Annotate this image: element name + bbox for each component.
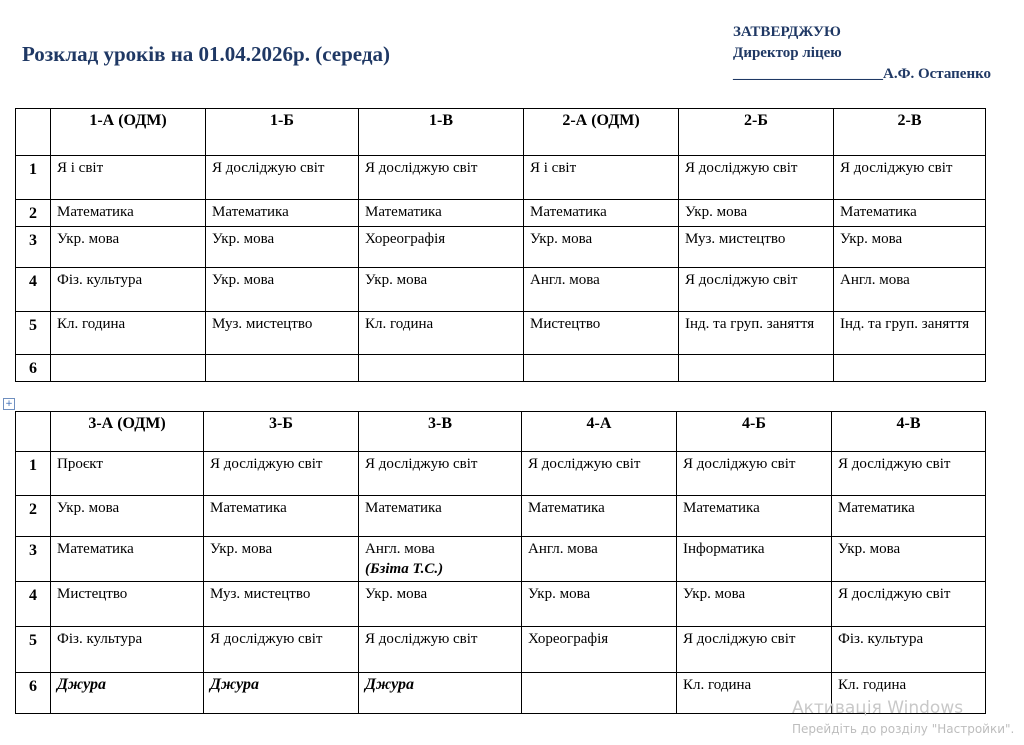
- lesson-number: 3: [16, 537, 51, 582]
- subject-text: Кл. година: [838, 677, 907, 693]
- subject-text: Я досліджую світ: [683, 456, 796, 472]
- subject-text: Укр. мова: [685, 204, 748, 220]
- lesson-cell: [51, 537, 204, 582]
- lesson-cell: [206, 156, 359, 200]
- lesson-cell: [522, 452, 677, 496]
- lesson-row: [16, 200, 986, 227]
- subject-text: Укр. мова: [210, 541, 273, 557]
- lesson-cell: [834, 268, 986, 312]
- lesson-cell: [206, 268, 359, 312]
- subject-text: Я досліджую світ: [528, 456, 641, 472]
- lesson-cell: [834, 156, 986, 200]
- lesson-cell: [359, 227, 524, 268]
- class-header: 2-Б: [679, 109, 834, 156]
- subject-text: Я досліджую світ: [365, 160, 478, 176]
- watermark-subtitle: Перейдіть до розділу "Настройки".: [792, 722, 1015, 736]
- class-header: 3-В: [359, 412, 522, 452]
- class-header: 3-Б: [204, 412, 359, 452]
- lesson-cell: [522, 673, 677, 714]
- subject-text: Математика: [838, 500, 915, 516]
- subject-text: Джура: [365, 676, 415, 693]
- class-header: 4-А: [522, 412, 677, 452]
- lesson-cell: [359, 673, 522, 714]
- subject-text: Я досліджую світ: [365, 631, 478, 647]
- subject-text: Математика: [365, 204, 442, 220]
- subject-text: Муз. мистецтво: [212, 316, 313, 332]
- lesson-cell: [522, 582, 677, 627]
- subject-text: Муз. мистецтво: [210, 586, 311, 602]
- lesson-cell: [51, 227, 206, 268]
- lesson-cell: [204, 537, 359, 582]
- class-header: 2-А (ОДМ): [524, 109, 679, 156]
- subject-text: Англ. мова: [530, 272, 600, 288]
- subject-text: Математика: [683, 500, 760, 516]
- subject-text: Укр. мова: [57, 231, 120, 247]
- lesson-cell: [359, 156, 524, 200]
- lesson-cell: [832, 537, 986, 582]
- lesson-row: [16, 268, 986, 312]
- teacher-note: (Бзіта Т.С.): [365, 561, 444, 577]
- lesson-cell: [677, 452, 832, 496]
- lesson-number: 4: [16, 582, 51, 627]
- subject-text: Я досліджую світ: [685, 272, 798, 288]
- subject-text: Англ. мова: [528, 541, 598, 557]
- lesson-cell: [359, 582, 522, 627]
- lesson-row: [16, 496, 986, 537]
- lesson-cell: [524, 200, 679, 227]
- lesson-cell: [679, 355, 834, 382]
- lesson-number: 3: [16, 227, 51, 268]
- lesson-cell: [204, 582, 359, 627]
- lesson-cell: [359, 452, 522, 496]
- subject-text: Укр. мова: [365, 272, 428, 288]
- subject-text: Проєкт: [57, 456, 103, 472]
- subject-text: Я і світ: [530, 160, 577, 176]
- class-header: 4-Б: [677, 412, 832, 452]
- subject-text: Укр. мова: [365, 586, 428, 602]
- lesson-number: 2: [16, 496, 51, 537]
- subject-text: Укр. мова: [57, 500, 120, 516]
- subject-text: Укр. мова: [212, 272, 275, 288]
- lesson-cell: [51, 627, 204, 673]
- lesson-cell: [51, 312, 206, 355]
- lesson-cell: [522, 496, 677, 537]
- subject-text: Математика: [212, 204, 289, 220]
- lesson-cell: [677, 582, 832, 627]
- lesson-cell: [359, 200, 524, 227]
- lesson-cell: [677, 537, 832, 582]
- lesson-cell: [204, 452, 359, 496]
- subject-text: Джура: [210, 676, 260, 693]
- lesson-cell: [832, 496, 986, 537]
- approval-signature: [733, 64, 991, 85]
- subject-text: Я досліджую світ: [212, 160, 325, 176]
- lesson-cell: [677, 496, 832, 537]
- lesson-row: [16, 627, 986, 673]
- lesson-row: [16, 537, 986, 582]
- lesson-cell: [679, 200, 834, 227]
- lesson-cell: [204, 496, 359, 537]
- lesson-number: 5: [16, 627, 51, 673]
- lesson-cell: [834, 227, 986, 268]
- lesson-cell: [679, 227, 834, 268]
- lesson-cell: [677, 627, 832, 673]
- lesson-cell: [524, 268, 679, 312]
- schedule-table-grades-3-4: [15, 411, 986, 714]
- subject-text: Я і світ: [57, 160, 104, 176]
- subject-text: Фіз. культура: [57, 272, 143, 288]
- subject-text: Кл. година: [365, 316, 434, 332]
- lesson-cell: [204, 627, 359, 673]
- subject-text: Математика: [57, 204, 134, 220]
- lesson-cell: [359, 312, 524, 355]
- subject-text: Інформатика: [683, 541, 765, 557]
- lesson-cell: [834, 200, 986, 227]
- class-header: 1-А (ОДМ): [51, 109, 206, 156]
- subject-text: Математика: [365, 500, 442, 516]
- subject-text: Укр. мова: [530, 231, 593, 247]
- subject-text: Хореографія: [365, 231, 446, 247]
- subject-text: Інд. та груп. заняття: [840, 316, 970, 332]
- lesson-cell: [834, 355, 986, 382]
- lesson-number: 5: [16, 312, 51, 355]
- lesson-number: 6: [16, 673, 51, 714]
- lesson-cell: [832, 627, 986, 673]
- approval-block: [733, 22, 991, 85]
- lesson-cell: [679, 156, 834, 200]
- subject-text: Я досліджую світ: [838, 456, 951, 472]
- subject-text: Я досліджую світ: [365, 456, 478, 472]
- lesson-cell: [206, 227, 359, 268]
- lesson-row: [16, 312, 986, 355]
- move-handle-icon[interactable]: +: [3, 398, 15, 410]
- subject-text: Математика: [840, 204, 917, 220]
- lesson-number: 1: [16, 156, 51, 200]
- lesson-cell: [206, 200, 359, 227]
- subject-text: Інд. та груп. заняття: [685, 316, 815, 332]
- class-header: 3-А (ОДМ): [51, 412, 204, 452]
- lesson-cell: [359, 268, 524, 312]
- subject-text: Джура: [57, 676, 107, 693]
- lesson-cell: [524, 227, 679, 268]
- lesson-row: [16, 355, 986, 382]
- subject-text: Укр. мова: [838, 541, 901, 557]
- windows-activation-watermark: [792, 698, 1014, 736]
- subject-text: Я досліджую світ: [210, 631, 323, 647]
- lesson-cell: [51, 452, 204, 496]
- subject-text: Фіз. культура: [57, 631, 143, 647]
- lesson-row: [16, 156, 986, 200]
- class-header: 1-В: [359, 109, 524, 156]
- lesson-row: [16, 582, 986, 627]
- subject-text: Укр. мова: [528, 586, 591, 602]
- lesson-cell: [206, 312, 359, 355]
- class-header: 4-В: [832, 412, 986, 452]
- lesson-cell: [522, 627, 677, 673]
- lesson-number: 1: [16, 452, 51, 496]
- director-name: А.Ф. Остапенко: [883, 66, 992, 82]
- watermark-title: Активація Windows: [792, 698, 964, 718]
- approval-heading: ЗАТВЕРДЖУЮ: [733, 24, 841, 40]
- lesson-cell: [206, 355, 359, 382]
- class-header: 2-В: [834, 109, 986, 156]
- page-title: Розклад уроків на 01.04.2026р. (середа): [22, 42, 390, 66]
- subject-text: Мистецтво: [530, 316, 601, 332]
- corner-cell: [16, 412, 51, 452]
- approval-position: Директор ліцею: [733, 45, 842, 61]
- subject-text: Укр. мова: [840, 231, 903, 247]
- subject-text: Кл. година: [57, 316, 126, 332]
- lesson-cell: [51, 200, 206, 227]
- signature-line: ____________________: [733, 66, 883, 82]
- lesson-number: 2: [16, 200, 51, 227]
- lesson-cell: [51, 156, 206, 200]
- subject-text: Я досліджую світ: [840, 160, 953, 176]
- subject-text: Математика: [210, 500, 287, 516]
- subject-text: Англ. мова: [365, 541, 435, 557]
- subject-text: Я досліджую світ: [210, 456, 323, 472]
- lesson-cell: [51, 496, 204, 537]
- lesson-cell: [834, 312, 986, 355]
- subject-text: Я досліджую світ: [683, 631, 796, 647]
- subject-text: Я досліджую світ: [838, 586, 951, 602]
- lesson-cell: [832, 452, 986, 496]
- lesson-number: 4: [16, 268, 51, 312]
- corner-cell: [16, 109, 51, 156]
- subject-text: Математика: [528, 500, 605, 516]
- lesson-cell: [679, 268, 834, 312]
- subject-text: Кл. година: [683, 677, 752, 693]
- subject-text: Мистецтво: [57, 586, 128, 602]
- lesson-row: [16, 227, 986, 268]
- lesson-cell: [359, 355, 524, 382]
- subject-text: Я досліджую світ: [685, 160, 798, 176]
- lesson-number: 6: [16, 355, 51, 382]
- lesson-cell: [679, 312, 834, 355]
- lesson-cell: [204, 673, 359, 714]
- subject-text: Фіз. культура: [838, 631, 924, 647]
- lesson-cell: [524, 312, 679, 355]
- lesson-cell: [359, 627, 522, 673]
- subject-text: Англ. мова: [840, 272, 910, 288]
- subject-text: Хореографія: [528, 631, 609, 647]
- schedule-table-grades-1-2: [15, 108, 986, 382]
- lesson-cell: [524, 355, 679, 382]
- lesson-cell: [522, 537, 677, 582]
- lesson-cell: [51, 355, 206, 382]
- lesson-cell: [51, 673, 204, 714]
- lesson-cell: [51, 582, 204, 627]
- lesson-cell: [832, 582, 986, 627]
- lesson-cell: [359, 537, 522, 582]
- lesson-row: [16, 452, 986, 496]
- subject-text: Математика: [57, 541, 134, 557]
- subject-text: Математика: [530, 204, 607, 220]
- class-header: 1-Б: [206, 109, 359, 156]
- lesson-cell: [359, 496, 522, 537]
- lesson-cell: [524, 156, 679, 200]
- subject-text: Укр. мова: [212, 231, 275, 247]
- lesson-cell: [51, 268, 206, 312]
- subject-text: Муз. мистецтво: [685, 231, 786, 247]
- subject-text: Укр. мова: [683, 586, 746, 602]
